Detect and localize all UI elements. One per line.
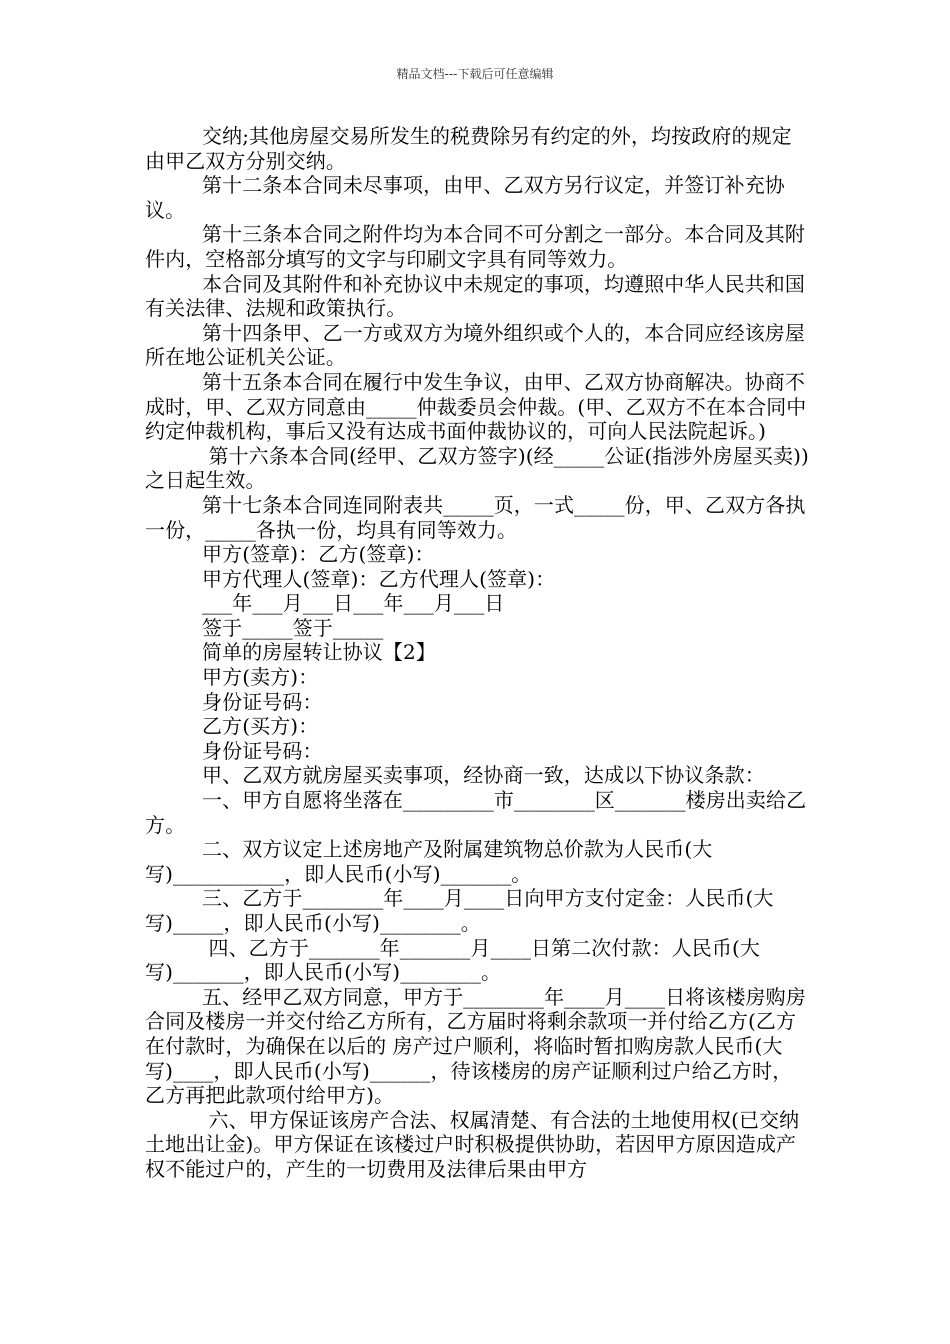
paragraph: 甲、乙双方就房屋买卖事项，经协商一致，达成以下协议条款： bbox=[202, 763, 765, 788]
clause: 六、甲方保证该房产合法、权属清楚、有合法的土地使用权(已交纳土地出让金)。甲方保证在该楼过户时积极提供协助，若因甲方原因造成产权不能过户的，产生的一切费用及法律后果由甲方 bbox=[145, 1107, 800, 1181]
paragraph: 交纳;其他房屋交易所发生的税费除另有约定的外，均按政府的规定由甲乙双方分别交纳。 bbox=[145, 124, 792, 173]
paragraph: 第十五条本合同在履行中发生争议，由甲、乙双方协商解决。协商不成时，甲、乙双方同意由_____仲裁委员会仲裁。(甲、乙双方不在本合同中约定仲裁机构，事后又没有达成书面仲裁协议的，可向人民法院起诉。) bbox=[145, 369, 807, 444]
page-header: 精品文档---下载后可任意编辑 bbox=[396, 67, 554, 81]
paragraph: 第十七条本合同连同附表共_____页，一式_____份，甲、乙双方各执一份，_____各执一份，均具有同等效力。 bbox=[145, 492, 806, 542]
id-field: 身份证号码： bbox=[202, 738, 323, 763]
signing-place-line: 签于_____签于_____ bbox=[202, 615, 384, 640]
clause: 五、经甲乙双方同意，甲方于________年____月____日将该楼房购房合同及楼房一并交付给乙方所有，乙方届时将剩余款项一并付给乙方(乙方在付款时，为确保在以后的 房产过户顺利，将临时暂扣购房款人民币(大写)____，即人民币(小写)______，待该楼房的房产证顺利过户给乙方时，乙方再把此款项付给甲方)。 bbox=[145, 984, 806, 1108]
paragraph: 本合同及其附件和补充协议中未规定的事项，均遵照中华人民共和国有关法律、法规和政策执行。 bbox=[145, 271, 805, 321]
id-field: 身份证号码： bbox=[202, 689, 323, 714]
party-field: 乙方(买方)： bbox=[202, 714, 319, 739]
party-field: 甲方(卖方)： bbox=[202, 665, 319, 690]
signature-line: 甲方(签章)：乙方(签章)： bbox=[202, 542, 435, 567]
clause: 一、甲方自愿将坐落在_________市________区_______楼房出卖给乙方。 bbox=[145, 788, 807, 837]
clause: 二、双方议定上述房地产及附属建筑物总价款为人民币(大写)___________，即人民币(小写)_______。 bbox=[145, 837, 713, 886]
clause: 三、乙方于________年____月____日向甲方支付定金：人民币(大写)_____，即人民币(小写)________。 bbox=[145, 886, 774, 935]
signature-line: 甲方代理人(签章)：乙方代理人(签章)： bbox=[202, 566, 556, 591]
paragraph: 第十四条甲、乙一方或双方为境外组织或个人的，本合同应经该房屋所在地公证机关公证。 bbox=[145, 320, 805, 370]
paragraph: 第十三条本合同之附件均为本合同不可分割之一部分。本合同及其附件内，空格部分填写的文字与印刷文字具有同等效力。 bbox=[145, 222, 805, 271]
section-title: 简单的房屋转让协议【2】 bbox=[202, 640, 436, 665]
date-line: ___年___月___日___年___月___日 bbox=[202, 591, 505, 616]
clause: 四、乙方于_______年_______月____日第二次付款：人民币(大写)_______，即人民币(小写)________。 bbox=[145, 935, 760, 985]
paragraph: 第十二条本合同未尽事项，由甲、乙双方另行议定，并签订补充协议。 bbox=[145, 173, 785, 222]
paragraph: 第十六条本合同(经甲、乙双方签字)(经_____公证(指涉外房屋买卖))之日起生效。 bbox=[145, 443, 809, 493]
document-body bbox=[145, 124, 810, 1182]
